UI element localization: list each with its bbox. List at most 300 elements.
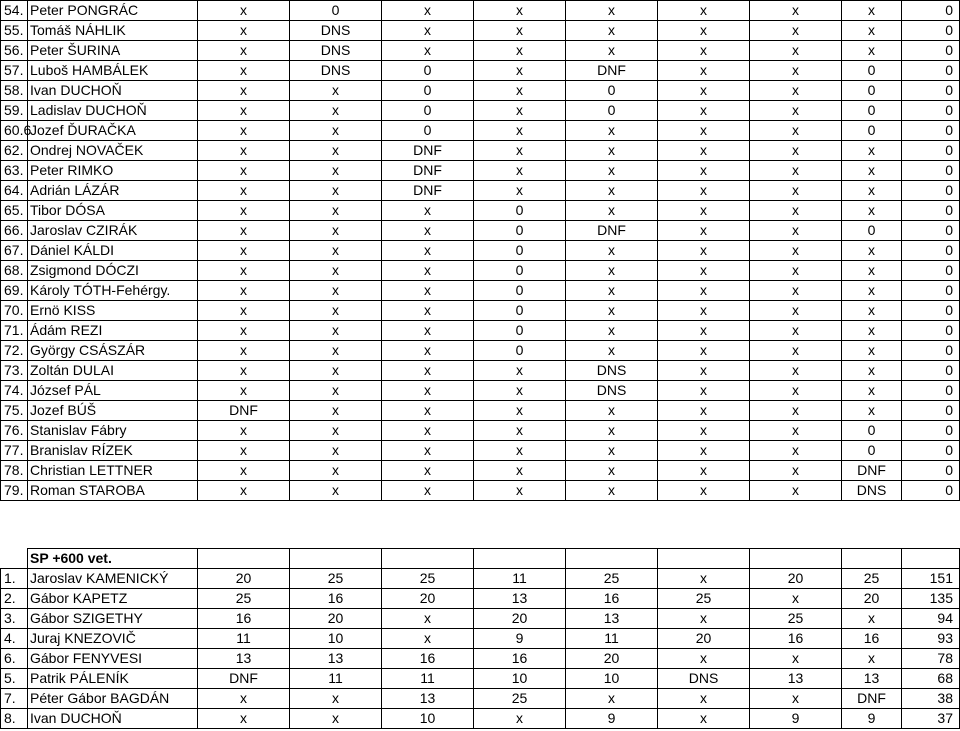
round-result-cell: x [382, 421, 474, 441]
round-result-cell: 20 [382, 589, 474, 609]
round-result-cell: x [474, 61, 566, 81]
round-result-cell: 20 [842, 589, 902, 609]
total-cell: 0 [902, 241, 960, 261]
total-cell: 0 [902, 281, 960, 301]
round-result-cell: x [750, 261, 842, 281]
round-result-cell: DNS [290, 41, 382, 61]
round-result-cell: 0 [842, 441, 902, 461]
table-row [1, 261, 960, 281]
round-result-cell: x [658, 61, 750, 81]
round-result-cell: 0 [566, 81, 658, 101]
round-result-cell: DNF [566, 61, 658, 81]
total-cell: 38 [902, 689, 960, 709]
total-cell: 0 [902, 1, 960, 21]
rider-name-cell: Jaroslav KAMENICKÝ [28, 569, 198, 589]
round-result-cell: x [290, 141, 382, 161]
round-result-cell: x [750, 441, 842, 461]
round-result-cell: x [290, 101, 382, 121]
round-result-cell: x [750, 341, 842, 361]
table-row [1, 181, 960, 201]
total-cell: 0 [902, 61, 960, 81]
round-result-cell: x [566, 201, 658, 221]
round-result-cell: x [198, 1, 290, 21]
round-result-cell: 25 [566, 569, 658, 589]
table-row [1, 281, 960, 301]
round-result-cell: 25 [658, 589, 750, 609]
round-result-cell: x [198, 321, 290, 341]
total-cell: 0 [902, 341, 960, 361]
round-result-cell: 0 [382, 101, 474, 121]
round-result-cell: x [842, 301, 902, 321]
round-result-cell: 0 [474, 321, 566, 341]
total-cell: 0 [902, 201, 960, 221]
total-cell: 94 [902, 609, 960, 629]
round-result-cell: x [290, 421, 382, 441]
round-result-cell: x [474, 361, 566, 381]
round-result-cell: 20 [750, 569, 842, 589]
round-result-cell: x [842, 1, 902, 21]
round-result-cell: 25 [198, 589, 290, 609]
rank-cell: 73. [1, 361, 28, 381]
total-cell: 0 [902, 101, 960, 121]
round-result-cell: x [198, 261, 290, 281]
round-result-cell: x [198, 61, 290, 81]
round-result-cell: x [658, 609, 750, 629]
round-result-cell: 16 [842, 629, 902, 649]
round-result-cell: x [658, 381, 750, 401]
round-result-cell: 25 [750, 609, 842, 629]
round-result-cell: 0 [290, 1, 382, 21]
rider-name-cell: Jozef BÚŠ [28, 401, 198, 421]
table-row [1, 161, 960, 181]
round-result-cell: 25 [474, 689, 566, 709]
round-result-cell: x [750, 221, 842, 241]
round-result-cell: x [382, 41, 474, 61]
round-result-cell: x [658, 101, 750, 121]
round-result-cell: x [750, 201, 842, 221]
round-result-cell: 0 [474, 241, 566, 261]
table-row [1, 481, 960, 501]
rank-cell: 64. [1, 181, 28, 201]
round-result-cell: 9 [474, 629, 566, 649]
table-row [1, 341, 960, 361]
round-result-cell: x [750, 361, 842, 381]
table-row [1, 709, 960, 729]
total-cell: 0 [902, 181, 960, 201]
blank-cell [1, 549, 28, 569]
rider-name-cell: Gábor KAPETZ [28, 589, 198, 609]
results-table-body [1, 1, 960, 501]
round-result-cell: 0 [474, 281, 566, 301]
rider-name-cell: Károly TÓTH-Fehérgy. [28, 281, 198, 301]
rank-cell: 57. [1, 61, 28, 81]
round-result-cell: 13 [750, 669, 842, 689]
round-result-cell: x [658, 201, 750, 221]
table-row [1, 201, 960, 221]
round-result-cell: DNS [290, 61, 382, 81]
table-row [1, 141, 960, 161]
total-cell: 135 [902, 589, 960, 609]
round-result-cell: 13 [474, 589, 566, 609]
round-result-cell: x [842, 649, 902, 669]
rider-name-cell: Stanislav Fábry [28, 421, 198, 441]
rider-name-cell: Peter ŠURINA [28, 41, 198, 61]
round-result-cell: x [842, 201, 902, 221]
rider-name-cell: Adrián LÁZÁR [28, 181, 198, 201]
round-result-cell: x [842, 281, 902, 301]
round-result-cell: 11 [290, 669, 382, 689]
rank-cell: 59. [1, 101, 28, 121]
round-result-cell: x [750, 81, 842, 101]
round-result-cell: x [474, 101, 566, 121]
rank-cell: 1. [1, 569, 28, 589]
round-result-cell: x [290, 161, 382, 181]
round-result-cell: x [382, 481, 474, 501]
total-cell: 0 [902, 321, 960, 341]
round-result-cell: x [658, 649, 750, 669]
round-result-cell: x [198, 81, 290, 101]
total-cell: 78 [902, 649, 960, 669]
total-cell: 151 [902, 569, 960, 589]
round-result-cell: x [198, 101, 290, 121]
round-result-cell: x [658, 481, 750, 501]
rider-name-cell: Jozef ĎURAČKA [28, 121, 198, 141]
round-result-cell: x [658, 161, 750, 181]
rider-name-cell: Jaroslav CZIRÁK [28, 221, 198, 241]
table-row [1, 689, 960, 709]
rider-name-cell: Ernö KISS [28, 301, 198, 321]
round-result-cell: x [382, 1, 474, 21]
rank-cell: 60.6 [1, 121, 28, 141]
round-result-cell: 10 [382, 709, 474, 729]
round-result-cell: x [750, 481, 842, 501]
round-result-cell: x [290, 221, 382, 241]
table-row [1, 101, 960, 121]
round-result-cell: 0 [474, 341, 566, 361]
round-result-cell: x [566, 441, 658, 461]
round-result-cell: 16 [198, 609, 290, 629]
round-result-cell: x [750, 141, 842, 161]
round-result-cell: x [566, 121, 658, 141]
round-result-cell: DNS [290, 21, 382, 41]
round-result-cell: x [290, 709, 382, 729]
rank-cell: 74. [1, 381, 28, 401]
round-result-cell: x [474, 441, 566, 461]
round-result-cell: x [474, 21, 566, 41]
rank-cell: 70. [1, 301, 28, 321]
table-row [1, 629, 960, 649]
round-result-cell: x [474, 461, 566, 481]
round-result-cell: x [566, 181, 658, 201]
round-result-cell: 0 [474, 261, 566, 281]
round-result-cell: DNF [382, 141, 474, 161]
rank-cell: 3. [1, 609, 28, 629]
round-result-cell: x [566, 461, 658, 481]
rider-name-cell: Juraj KNEZOVIČ [28, 629, 198, 649]
round-result-cell: x [658, 261, 750, 281]
round-result-cell: 25 [842, 569, 902, 589]
total-cell: 0 [902, 481, 960, 501]
round-result-cell: x [750, 61, 842, 81]
round-result-cell: x [474, 161, 566, 181]
round-result-cell: x [290, 321, 382, 341]
round-result-cell: x [566, 281, 658, 301]
total-cell: 0 [902, 221, 960, 241]
round-result-cell: x [658, 121, 750, 141]
round-result-cell: x [566, 261, 658, 281]
rank-cell: 75. [1, 401, 28, 421]
rider-name-cell: József PÁL [28, 381, 198, 401]
round-result-cell: x [750, 1, 842, 21]
round-result-cell: 13 [842, 669, 902, 689]
round-result-cell: x [750, 181, 842, 201]
round-result-cell: 0 [842, 421, 902, 441]
round-result-cell: x [474, 481, 566, 501]
round-result-cell: x [198, 141, 290, 161]
rank-cell: 58. [1, 81, 28, 101]
round-result-cell: x [750, 41, 842, 61]
round-result-cell: x [750, 381, 842, 401]
round-result-cell: x [198, 241, 290, 261]
round-result-cell: x [566, 301, 658, 321]
round-result-cell: x [566, 321, 658, 341]
round-result-cell: x [566, 341, 658, 361]
round-result-cell: x [290, 689, 382, 709]
rider-name-cell: Branislav RÍZEK [28, 441, 198, 461]
round-result-cell: 25 [382, 569, 474, 589]
table-row [1, 441, 960, 461]
total-cell: 0 [902, 141, 960, 161]
rider-name-cell: Gábor SZIGETHY [28, 609, 198, 629]
total-cell: 0 [902, 261, 960, 281]
round-result-cell: x [290, 201, 382, 221]
rank-cell: 54. [1, 1, 28, 21]
total-cell: 0 [902, 441, 960, 461]
table-row [1, 81, 960, 101]
round-result-cell: 0 [474, 221, 566, 241]
round-result-cell: 11 [198, 629, 290, 649]
total-cell: 0 [902, 41, 960, 61]
round-result-cell: x [198, 381, 290, 401]
rank-cell: 72. [1, 341, 28, 361]
round-result-cell: x [198, 161, 290, 181]
round-result-cell: x [382, 321, 474, 341]
round-result-cell: x [566, 689, 658, 709]
rank-cell: 78. [1, 461, 28, 481]
round-result-cell: 0 [842, 81, 902, 101]
rider-name-cell: Ondrej NOVAČEK [28, 141, 198, 161]
round-result-cell: x [198, 461, 290, 481]
round-result-cell: 16 [750, 629, 842, 649]
round-result-cell: 11 [382, 669, 474, 689]
round-result-cell: x [658, 709, 750, 729]
round-result-cell: x [750, 321, 842, 341]
total-cell: 0 [902, 401, 960, 421]
round-result-cell: x [474, 41, 566, 61]
rank-cell: 5. [1, 669, 28, 689]
round-result-cell: x [382, 629, 474, 649]
round-result-cell: x [474, 121, 566, 141]
round-result-cell: x [382, 201, 474, 221]
round-result-cell: x [382, 361, 474, 381]
round-result-cell: DNF [842, 689, 902, 709]
round-result-cell: x [658, 81, 750, 101]
round-result-cell: x [474, 81, 566, 101]
round-result-cell: x [842, 181, 902, 201]
rider-name-cell: Ádám REZI [28, 321, 198, 341]
round-result-cell: 0 [382, 81, 474, 101]
round-result-cell: x [198, 201, 290, 221]
round-result-cell: x [842, 341, 902, 361]
table-row [1, 61, 960, 81]
round-result-cell: x [198, 221, 290, 241]
round-result-cell: x [382, 261, 474, 281]
round-result-cell: x [382, 281, 474, 301]
table-row [1, 649, 960, 669]
total-cell: 0 [902, 21, 960, 41]
table-row [1, 361, 960, 381]
round-result-cell: 0 [842, 121, 902, 141]
round-result-cell: x [382, 401, 474, 421]
round-result-cell: x [750, 301, 842, 321]
round-result-cell: x [658, 361, 750, 381]
rank-cell: 55. [1, 21, 28, 41]
total-cell: 93 [902, 629, 960, 649]
total-cell: 0 [902, 161, 960, 181]
rank-cell: 7. [1, 689, 28, 709]
round-result-cell: x [658, 321, 750, 341]
round-result-cell: x [566, 1, 658, 21]
rider-name-cell: Peter RIMKO [28, 161, 198, 181]
round-result-cell: 0 [566, 101, 658, 121]
round-result-cell: x [198, 421, 290, 441]
round-result-cell: x [750, 241, 842, 261]
total-cell: 0 [902, 81, 960, 101]
round-result-cell: 13 [290, 649, 382, 669]
round-result-cell: x [566, 21, 658, 41]
table-row [1, 241, 960, 261]
round-result-cell: x [198, 689, 290, 709]
round-result-cell: DNF [382, 181, 474, 201]
total-cell: 0 [902, 421, 960, 441]
rank-cell: 65. [1, 201, 28, 221]
round-result-cell: x [750, 161, 842, 181]
round-result-cell: x [658, 301, 750, 321]
round-result-cell: x [566, 481, 658, 501]
round-result-cell: x [566, 401, 658, 421]
round-result-cell: x [290, 261, 382, 281]
round-result-cell: x [198, 481, 290, 501]
round-result-cell: x [290, 441, 382, 461]
round-result-cell: 20 [474, 609, 566, 629]
rider-name-cell: Ladislav DUCHOŇ [28, 101, 198, 121]
rank-cell: 66. [1, 221, 28, 241]
round-result-cell: 13 [382, 689, 474, 709]
round-result-cell: x [198, 21, 290, 41]
table-row [1, 221, 960, 241]
round-result-cell: x [382, 461, 474, 481]
rank-cell: 2. [1, 589, 28, 609]
rank-cell: 8. [1, 709, 28, 729]
round-result-cell: x [750, 649, 842, 669]
rank-cell: 69. [1, 281, 28, 301]
table-row [1, 461, 960, 481]
rank-cell: 77. [1, 441, 28, 461]
table-row [1, 401, 960, 421]
round-result-cell: x [842, 609, 902, 629]
round-result-cell: x [842, 21, 902, 41]
rider-name-cell: Péter Gábor BAGDÁN [28, 689, 198, 709]
total-cell: 68 [902, 669, 960, 689]
round-result-cell: 11 [566, 629, 658, 649]
round-result-cell: 25 [290, 569, 382, 589]
table-row [1, 669, 960, 689]
rank-cell: 56. [1, 41, 28, 61]
round-result-cell: x [382, 21, 474, 41]
total-cell: 0 [902, 361, 960, 381]
round-result-cell: x [290, 281, 382, 301]
rank-cell: 71. [1, 321, 28, 341]
round-result-cell: 20 [290, 609, 382, 629]
round-result-cell: x [382, 341, 474, 361]
round-result-cell: x [474, 1, 566, 21]
total-cell: 37 [902, 709, 960, 729]
round-result-cell: 20 [658, 629, 750, 649]
round-result-cell: x [842, 361, 902, 381]
round-result-cell: 0 [382, 121, 474, 141]
round-result-cell: x [750, 281, 842, 301]
round-result-cell: x [750, 589, 842, 609]
round-result-cell: DNF [198, 401, 290, 421]
round-result-cell: x [658, 281, 750, 301]
round-result-cell: x [842, 41, 902, 61]
round-result-cell: 10 [290, 629, 382, 649]
round-result-cell: 0 [842, 61, 902, 81]
round-result-cell: x [382, 221, 474, 241]
round-result-cell: x [842, 261, 902, 281]
round-result-cell: x [198, 341, 290, 361]
round-result-cell: DNF [842, 461, 902, 481]
rank-cell: 6. [1, 649, 28, 669]
round-result-cell: x [658, 21, 750, 41]
round-result-cell: x [290, 481, 382, 501]
table-row [1, 569, 960, 589]
table-row [1, 41, 960, 61]
round-result-cell: x [842, 401, 902, 421]
round-result-cell: x [658, 1, 750, 21]
round-result-cell: 11 [474, 569, 566, 589]
round-result-cell: x [658, 141, 750, 161]
table-row [1, 589, 960, 609]
rank-cell: 79. [1, 481, 28, 501]
round-result-cell: x [290, 181, 382, 201]
round-result-cell: 0 [474, 301, 566, 321]
round-result-cell: x [290, 81, 382, 101]
round-result-cell: x [842, 321, 902, 341]
table-title-row [1, 549, 960, 569]
rider-name-cell: Zsigmond DÓCZI [28, 261, 198, 281]
round-result-cell: DNF [198, 669, 290, 689]
round-result-cell: DNS [566, 361, 658, 381]
rank-cell: 68. [1, 261, 28, 281]
round-result-cell: DNS [842, 481, 902, 501]
round-result-cell: x [474, 181, 566, 201]
rider-name-cell: Patrik PÁLENÍK [28, 669, 198, 689]
rider-name-cell: Gábor FENYVESI [28, 649, 198, 669]
veteran-standings-table [0, 548, 960, 729]
total-cell: 0 [902, 381, 960, 401]
round-result-cell: 9 [842, 709, 902, 729]
